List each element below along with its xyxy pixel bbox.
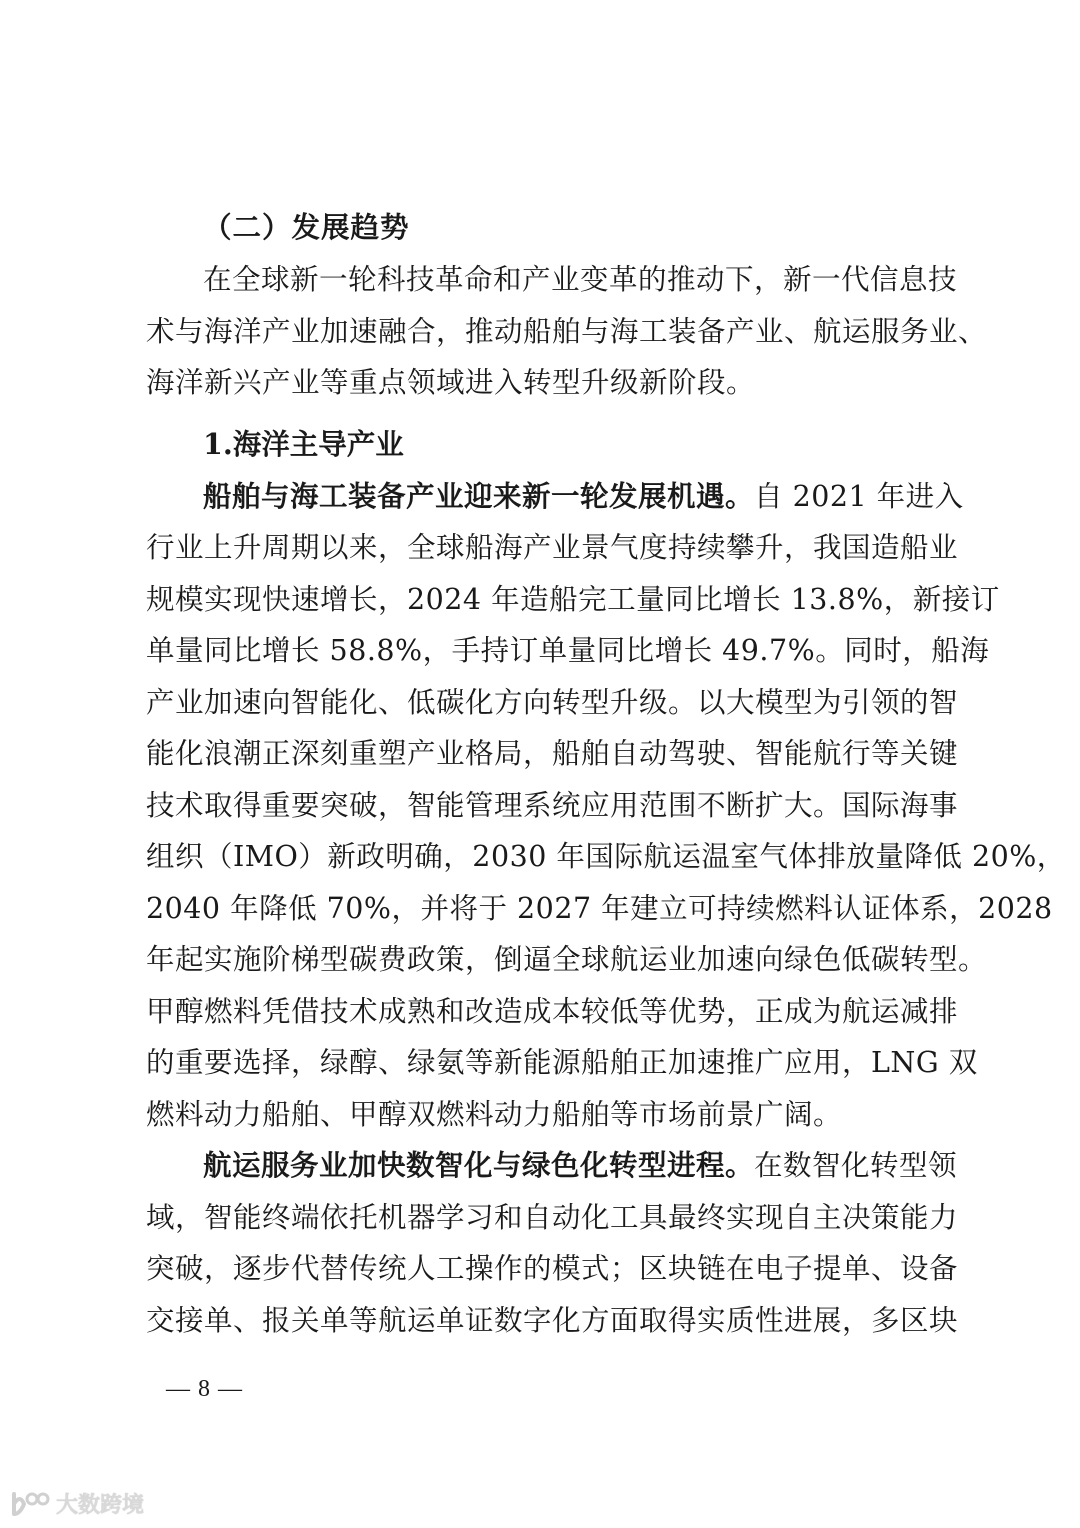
text-line: 交接单、报关单等航运单证数字化方面取得实质性进展，多区块 — [146, 1303, 959, 1337]
paragraph-shipbuilding — [146, 471, 1066, 1141]
text-line: 甲醇燃料凭借技术成熟和改造成本较低等优势，正成为航运减排 — [146, 994, 959, 1028]
text-line: 2040 年降低 70%，并将于 2027 年建立可持续燃料认证体系，2028 — [146, 891, 1053, 925]
watermark — [8, 1488, 144, 1519]
text-line: 在全球新一轮科技革命和产业变革的推动下，新一代信息技 — [203, 263, 958, 296]
text-line — [146, 1140, 958, 1192]
text-line: 的重要选择，绿醇、绿氨等新能源船舶正加速推广应用，LNG 双 — [146, 1046, 978, 1079]
section-heading: （二）发展趋势 — [203, 210, 410, 244]
text-line: 突破，逐步代替传统人工操作的模式；区块链在电子提单、设备 — [146, 1252, 959, 1285]
text-line: 年起实施阶梯型碳费政策，倒逼全球航运业加速向绿色低碳转型。 — [146, 943, 988, 976]
text-line: 海洋新兴产业等重点领域进入转型升级新阶段。 — [146, 366, 756, 399]
text-line: 能化浪潮正深刻重塑产业格局，船舶自动驾驶、智能航行等关键 — [146, 737, 959, 770]
text-line: 组织（IMO）新政明确，2030 年国际航运温室气体排放量降低 20%， — [146, 840, 1066, 873]
watermark-text: 大数跨境 — [56, 1493, 145, 1518]
text-line: 术与海洋产业加速融合，推动船舶与海工装备产业、航运服务业、 — [146, 314, 988, 348]
text-line — [146, 471, 964, 523]
intro-paragraph — [146, 254, 988, 409]
text-line: 行业上升周期以来，全球船海产业景气度持续攀升，我国造船业 — [146, 531, 959, 564]
text-line: 产业加速向智能化、低碳化方向转型升级。以大模型为引领的智 — [146, 685, 959, 719]
paragraph-lead-sentence: 航运服务业加快数智化与绿色化转型进程。 — [203, 1148, 755, 1182]
paragraph-lead-sentence: 船舶与海工装备产业迎来新一轮发展机遇。 — [203, 478, 755, 513]
bigdata-crossborder-logo-icon — [8, 1490, 52, 1518]
paragraph-shipping-services — [146, 1140, 959, 1346]
text-span: 在数智化转型领 — [754, 1149, 958, 1182]
text-line: 域，智能终端依托机器学习和自动化工具最终实现自主决策能力 — [146, 1200, 959, 1234]
text-line: 规模实现快速增长，2024 年造船完工量同比增长 13.8%，新接订 — [146, 582, 1000, 616]
document-page — [146, 200, 1066, 1346]
text-span: 自 2021 年进入 — [754, 479, 964, 513]
text-line: 燃料动力船舶、甲醇双燃料动力船舶等市场前景广阔。 — [146, 1097, 843, 1131]
subsection-heading: 1.海洋主导产业 — [203, 426, 404, 461]
text-line: 技术取得重要突破，智能管理系统应用范围不断扩大。国际海事 — [146, 788, 959, 822]
text-line: 单量同比增长 58.8%，手持订单量同比增长 49.7%。同时，船海 — [146, 634, 990, 667]
page-number: — 8 — — [166, 1376, 243, 1402]
